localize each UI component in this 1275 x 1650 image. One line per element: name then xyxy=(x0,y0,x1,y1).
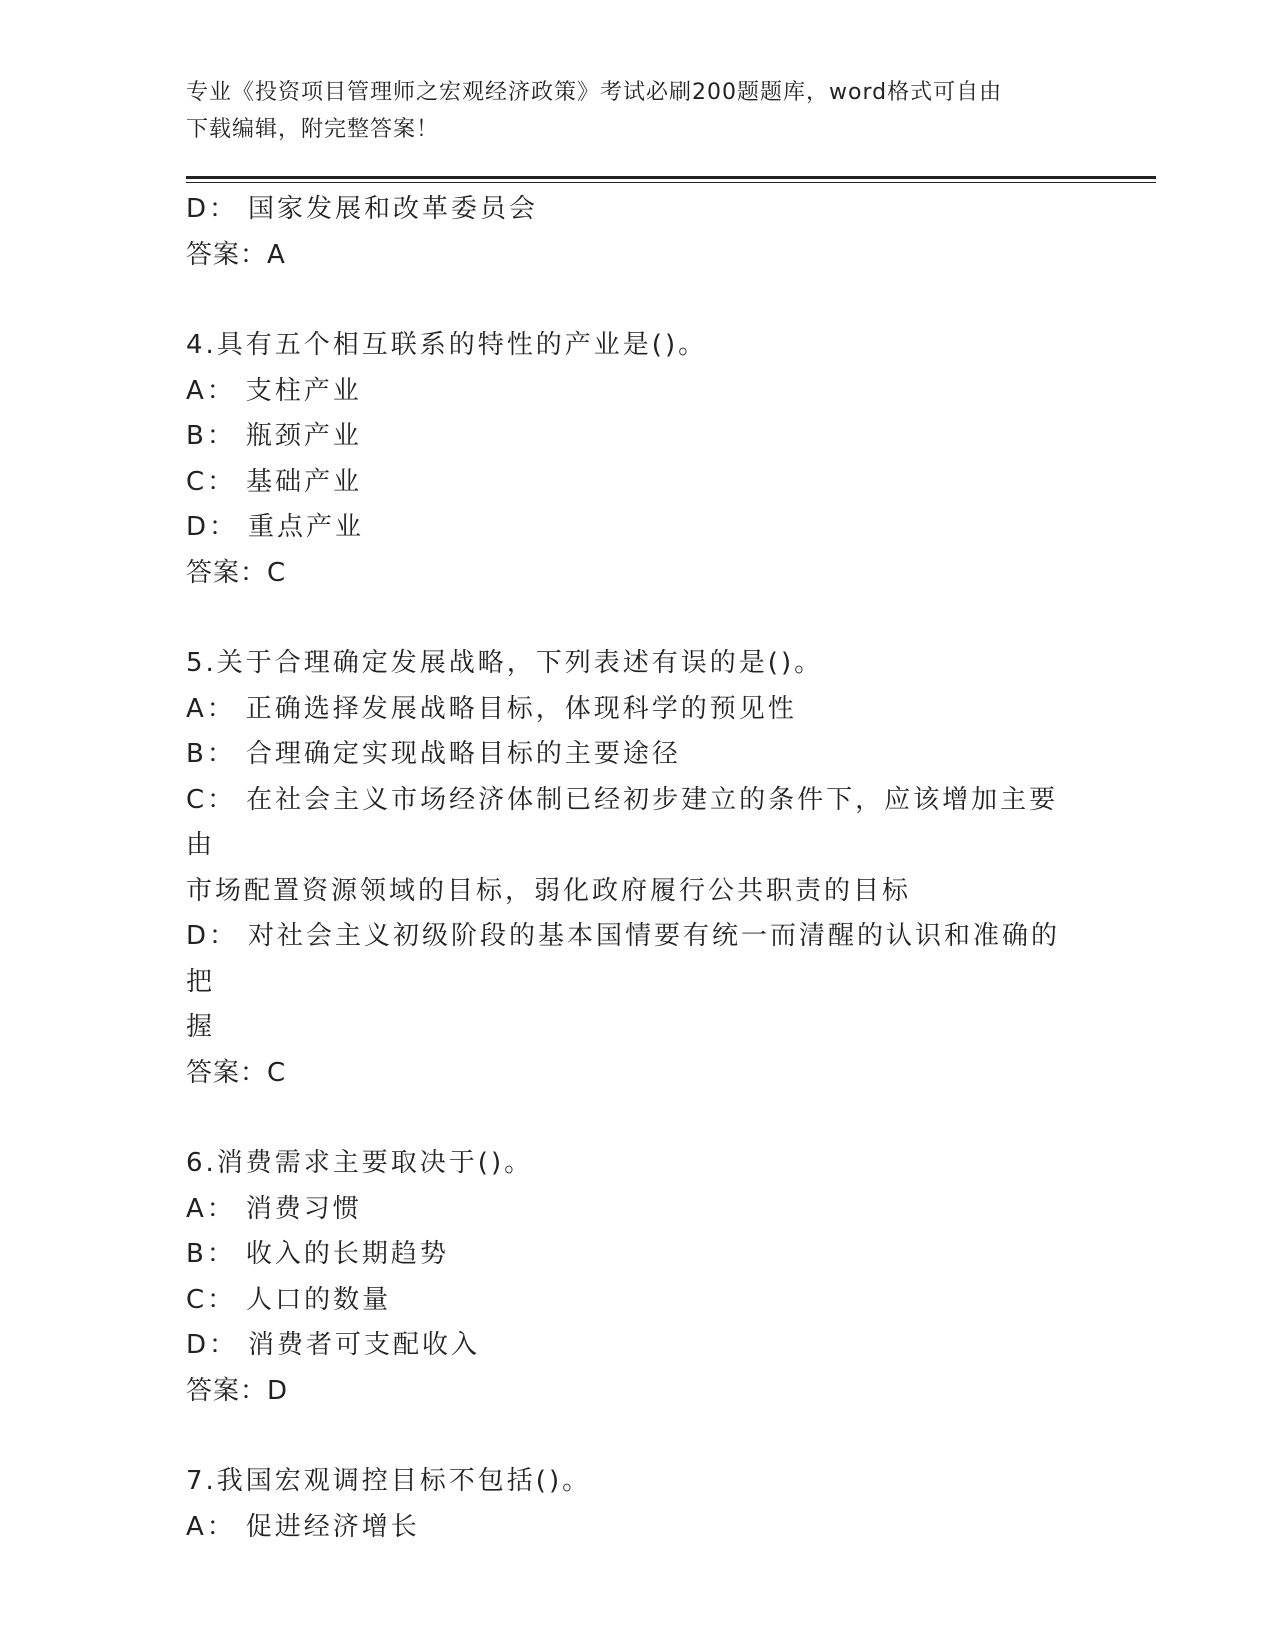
option-letter: D： xyxy=(186,921,239,951)
option-b-q4 xyxy=(186,414,1086,460)
option-letter: C： xyxy=(186,1284,237,1315)
option-letter: A： xyxy=(186,1511,236,1542)
question-list xyxy=(186,187,1086,1550)
option-a-q7 xyxy=(186,1505,1086,1551)
option-c-q5-continued: 市场配置资源领域的目标，弱化政府履行公共职责的目标 xyxy=(186,875,912,906)
option-letter: B： xyxy=(186,739,236,769)
option-text: 消费习惯 xyxy=(245,1193,362,1224)
option-text: 合理确定实现战略目标的主要途径 xyxy=(245,739,681,769)
option-text: 人口的数量 xyxy=(246,1284,392,1315)
answer-q4: 答案：C xyxy=(186,557,287,588)
document-header xyxy=(186,74,1066,148)
option-a-q5 xyxy=(186,687,1086,733)
option-text: 对社会主义初级阶段的基本国情要有统一而清醒的认识和准确的把 xyxy=(186,921,1061,997)
option-letter: A： xyxy=(186,693,236,724)
option-letter: C： xyxy=(186,784,237,815)
answer-q5: 答案：C xyxy=(186,1057,287,1088)
option-letter: A： xyxy=(186,1193,236,1224)
option-text: 基础产业 xyxy=(246,466,363,497)
spacer xyxy=(186,1096,1086,1141)
option-letter: B： xyxy=(186,421,236,451)
option-text: 正确选择发展战略目标，体现科学的预见性 xyxy=(245,693,797,724)
option-text: 支柱产业 xyxy=(245,375,362,406)
header-line-1: 专业《投资项目管理师之宏观经济政策》考试必刷200题题库，word格式可自由 xyxy=(186,80,1003,105)
option-b-q5 xyxy=(186,732,1086,778)
option-text: 收入的长期趋势 xyxy=(245,1239,449,1269)
header-line-2: 下载编辑，附完整答案！ xyxy=(186,117,440,142)
question-stem-5: 5.关于合理确定发展战略，下列表述有误的是()。 xyxy=(186,648,824,678)
option-letter: C： xyxy=(186,466,237,497)
option-d-q5 xyxy=(186,914,1086,1005)
answer-q3: 答案：A xyxy=(186,239,286,270)
option-letter: A： xyxy=(186,375,236,406)
option-text: 促进经济增长 xyxy=(245,1511,420,1542)
answer-q6: 答案：D xyxy=(186,1375,289,1406)
option-c-q5 xyxy=(186,778,1086,869)
option-d-q4 xyxy=(186,505,1086,551)
option-d-q3 xyxy=(186,187,1086,233)
option-letter: D： xyxy=(186,1330,239,1360)
option-c-q4 xyxy=(186,460,1086,506)
option-text: 瓶颈产业 xyxy=(245,421,362,451)
header-divider-thin xyxy=(186,182,1156,183)
question-stem-6: 6.消费需求主要取决于()。 xyxy=(186,1148,534,1178)
option-letter: B： xyxy=(186,1239,236,1269)
option-text: 重点产业 xyxy=(248,512,365,542)
option-b-q6 xyxy=(186,1232,1086,1278)
spacer xyxy=(186,596,1086,641)
option-text: 消费者可支配收入 xyxy=(248,1330,481,1360)
option-c-q6 xyxy=(186,1278,1086,1324)
header-divider-thick xyxy=(186,176,1156,179)
question-stem-4: 4.具有五个相互联系的特性的产业是()。 xyxy=(186,330,708,360)
question-stem-7: 7.我国宏观调控目标不包括()。 xyxy=(186,1466,592,1496)
spacer xyxy=(186,1414,1086,1459)
option-text: 在社会主义市场经济体制已经初步建立的条件下，应该增加主要由 xyxy=(186,784,1059,860)
option-letter: D： xyxy=(186,194,239,224)
option-a-q6 xyxy=(186,1187,1086,1233)
option-text: 国家发展和改革委员会 xyxy=(248,194,539,224)
spacer xyxy=(186,278,1086,323)
option-letter: D： xyxy=(186,512,239,542)
option-d-q5-continued: 握 xyxy=(186,1012,216,1042)
option-d-q6 xyxy=(186,1323,1086,1369)
option-a-q4 xyxy=(186,369,1086,415)
